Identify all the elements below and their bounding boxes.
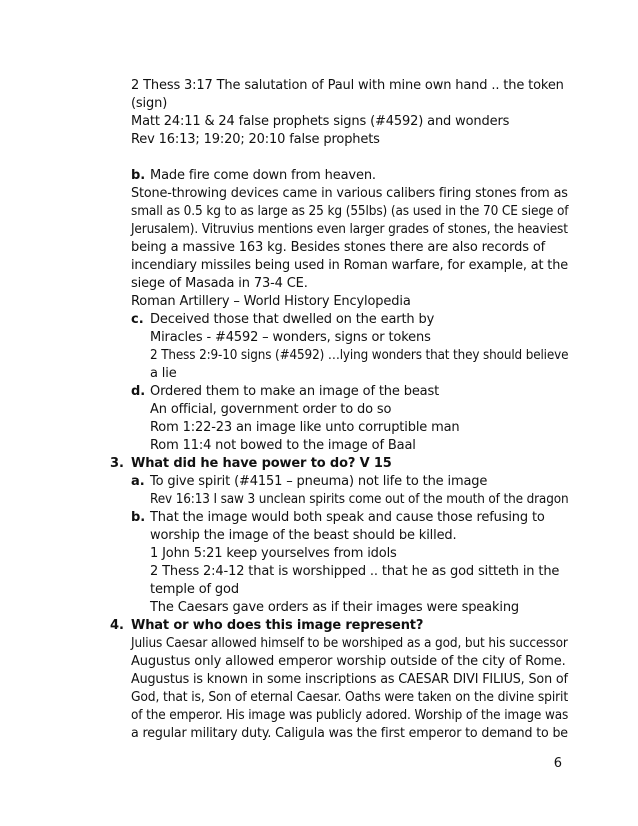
list-item-text: Made fire come down from heaven.: [150, 168, 376, 183]
list-item-text: That the image would both speak and cause those refusing to: [150, 510, 545, 525]
page-number: 6: [553, 756, 562, 771]
text-line: 1 John 5:21 keep yourselves from idols: [150, 546, 397, 561]
text-line: a lie: [150, 366, 177, 381]
list-item-text: To give spirit (#4151 – pneuma) not life to the image: [150, 474, 488, 489]
text-line: (sign): [131, 96, 168, 111]
text-line: 2 Thess 2:4-12 that is worshipped .. that he as god sitteth in the: [150, 564, 560, 579]
list-marker: b.: [131, 510, 146, 525]
text-line: Rom 1:22-23 an image like unto corruptible man: [150, 420, 460, 435]
text-line: The Caesars gave orders as if their images were speaking: [150, 600, 520, 615]
text-line: Matt 24:11 & 24 false prophets signs (#4592) and wonders: [131, 114, 510, 129]
section-heading: What did he have power to do? V 15: [131, 456, 392, 471]
text-line: Rom 11:4 not bowed to the image of Baal: [150, 438, 416, 453]
text-line: Rev 16:13 I saw 3 unclean spirits come out of the mouth of the dragon: [150, 492, 569, 507]
list-marker: c.: [131, 312, 144, 327]
text-line: Augustus is known in some inscriptions as CAESAR DIVI FILIUS, Son of: [131, 672, 568, 687]
text-line: being a massive 163 kg. Besides stones there are also records of: [131, 240, 546, 255]
text-line: incendiary missiles being used in Roman warfare, for example, at the: [131, 258, 568, 273]
text-line: 2 Thess 3:17 The salutation of Paul with mine own hand .. the token: [131, 78, 564, 93]
text-line: 2 Thess 2:9-10 signs (#4592) …lying wonders that they should believe: [150, 348, 569, 363]
text-line: God, that is, Son of eternal Caesar. Oaths were taken on the divine spirit: [131, 690, 569, 705]
text-line: Rev 16:13; 19:20; 20:10 false prophets: [131, 132, 380, 147]
list-marker: a.: [131, 474, 145, 489]
text-line: temple of god: [150, 582, 239, 597]
list-item-text: Deceived those that dwelled on the earth by: [150, 312, 435, 327]
section-heading: What or who does this image represent?: [131, 618, 424, 633]
text-line: worship the image of the beast should be killed.: [150, 528, 457, 543]
text-line: Stone-throwing devices came in various calibers firing stones from as: [131, 186, 568, 201]
text-line: a regular military duty. Caligula was the first emperor to demand to be: [131, 726, 568, 741]
list-item-text: Ordered them to make an image of the beast: [150, 384, 440, 399]
text-line: An official, government order to do so: [150, 402, 392, 417]
text-line: siege of Masada in 73-4 CE.: [131, 276, 308, 291]
section-number: 4.: [110, 618, 124, 633]
section-number: 3.: [110, 456, 124, 471]
text-line: Jerusalem). Vitruvius mentions even larger grades of stones, the heaviest: [131, 222, 568, 237]
text-line: Julius Caesar allowed himself to be worshiped as a god, but his successor: [131, 636, 568, 651]
list-marker: d.: [131, 384, 146, 399]
text-line: Roman Artillery – World History Encylopedia: [131, 294, 411, 309]
text-line: Augustus only allowed emperor worship outside of the city of Rome.: [131, 654, 566, 669]
text-line: Miracles - #4592 – wonders, signs or tokens: [150, 330, 431, 345]
list-marker: b.: [131, 168, 146, 183]
text-line: of the emperor. His image was publicly adored. Worship of the image was: [131, 708, 569, 723]
text-line: small as 0.5 kg to as large as 25 kg (55lbs) (as used in the 70 CE siege of: [131, 204, 569, 219]
